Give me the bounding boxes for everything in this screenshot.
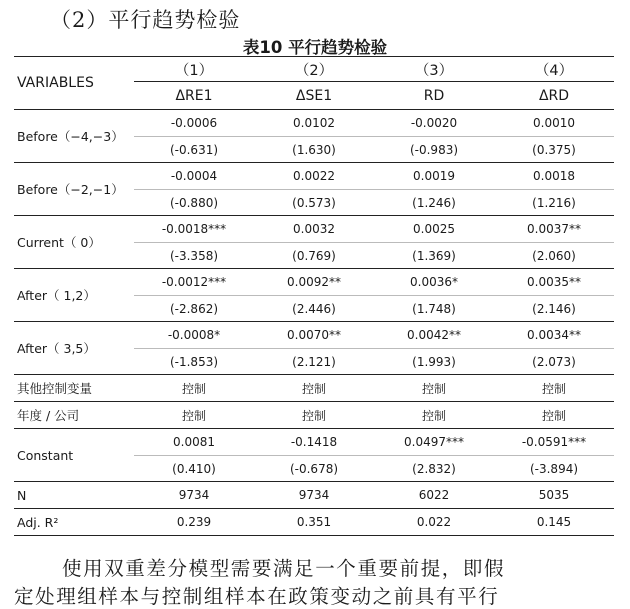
t-stat-cell: (-0.880) <box>134 190 254 216</box>
coef-cell: -0.0006 <box>134 110 254 137</box>
coef-cell: 0.0092** <box>254 269 374 296</box>
control-cell: 控制 <box>494 375 614 402</box>
paragraph-line-2: 定处理组样本与控制组样本在政策变动之前具有平行 <box>14 585 500 608</box>
r2-cell: 0.351 <box>254 509 374 536</box>
t-stat-cell: (2.073) <box>494 349 614 375</box>
row-label-before-2-1: Before（−2,−1） <box>14 163 134 216</box>
row-label-n: N <box>14 482 134 509</box>
t-stat-cell: (-3.358) <box>134 243 254 269</box>
r2-cell: 0.145 <box>494 509 614 536</box>
coef-cell: 0.0037** <box>494 216 614 243</box>
t-stat-cell: (1.216) <box>494 190 614 216</box>
coef-cell: 0.0019 <box>374 163 494 190</box>
t-stat-cell: (-3.894) <box>494 456 614 482</box>
t-stat-cell: (1.748) <box>374 296 494 322</box>
control-cell: 控制 <box>254 375 374 402</box>
table-title: 表10 平行趋势检验 <box>242 38 388 57</box>
t-stat-cell: (-1.853) <box>134 349 254 375</box>
coef-cell: 0.0102 <box>254 110 374 137</box>
coef-cell: 0.0070** <box>254 322 374 349</box>
t-stat-cell: (2.146) <box>494 296 614 322</box>
t-stat-cell: (2.060) <box>494 243 614 269</box>
coef-cell: 0.0022 <box>254 163 374 190</box>
dep-var-3: RD <box>374 82 494 110</box>
section-heading: （2）平行趋势检验 <box>50 8 241 32</box>
col-number-3: （3） <box>374 57 494 82</box>
fe-cell: 控制 <box>134 402 254 429</box>
coef-cell: -0.0018*** <box>134 216 254 243</box>
row-label-constant: Constant <box>14 429 134 482</box>
row-label-fixed-effects: 年度 / 公司 <box>14 402 134 429</box>
t-stat-cell: (1.993) <box>374 349 494 375</box>
n-cell: 9734 <box>134 482 254 509</box>
row-label-before-4-3: Before（−4,−3） <box>14 110 134 163</box>
t-stat-cell: (0.573) <box>254 190 374 216</box>
paragraph-line-1: 使用双重差分模型需要满足一个重要前提，即假 <box>62 557 506 580</box>
coef-cell: 0.0497*** <box>374 429 494 456</box>
t-stat-cell: (-0.678) <box>254 456 374 482</box>
t-stat-cell: (-0.983) <box>374 137 494 163</box>
control-cell: 控制 <box>374 375 494 402</box>
coef-cell: -0.0008* <box>134 322 254 349</box>
coef-cell: -0.0012*** <box>134 269 254 296</box>
t-stat-cell: (0.769) <box>254 243 374 269</box>
row-label-controls: 其他控制变量 <box>14 375 134 402</box>
row-label-current-0: Current（ 0） <box>14 216 134 269</box>
control-cell: 控制 <box>134 375 254 402</box>
t-stat-cell: (0.375) <box>494 137 614 163</box>
coef-cell: 0.0010 <box>494 110 614 137</box>
coef-cell: 0.0081 <box>134 429 254 456</box>
col-number-2: （2） <box>254 57 374 82</box>
row-label-after-3-5: After（ 3,5） <box>14 322 134 375</box>
coef-cell: 0.0036* <box>374 269 494 296</box>
coef-cell: 0.0035** <box>494 269 614 296</box>
row-label-adj-r2: Adj. R² <box>14 509 134 536</box>
n-cell: 5035 <box>494 482 614 509</box>
coef-cell: 0.0042** <box>374 322 494 349</box>
variables-header: VARIABLES <box>14 57 134 110</box>
t-stat-cell: (1.630) <box>254 137 374 163</box>
r2-cell: 0.239 <box>134 509 254 536</box>
dep-var-2: ΔSE1 <box>254 82 374 110</box>
coef-cell: -0.0020 <box>374 110 494 137</box>
coef-cell: 0.0025 <box>374 216 494 243</box>
n-cell: 6022 <box>374 482 494 509</box>
n-cell: 9734 <box>254 482 374 509</box>
r2-cell: 0.022 <box>374 509 494 536</box>
row-label-after-1-2: After（ 1,2） <box>14 269 134 322</box>
regression-table <box>14 56 614 536</box>
t-stat-cell: (2.121) <box>254 349 374 375</box>
t-stat-cell: (-2.862) <box>134 296 254 322</box>
col-number-4: （4） <box>494 57 614 82</box>
coef-cell: -0.0591*** <box>494 429 614 456</box>
t-stat-cell: (0.410) <box>134 456 254 482</box>
fe-cell: 控制 <box>494 402 614 429</box>
fe-cell: 控制 <box>254 402 374 429</box>
col-number-1: （1） <box>134 57 254 82</box>
coef-cell: 0.0018 <box>494 163 614 190</box>
t-stat-cell: (1.369) <box>374 243 494 269</box>
coef-cell: 0.0032 <box>254 216 374 243</box>
coef-cell: -0.1418 <box>254 429 374 456</box>
fe-cell: 控制 <box>374 402 494 429</box>
dep-var-4: ΔRD <box>494 82 614 110</box>
coef-cell: -0.0004 <box>134 163 254 190</box>
dep-var-1: ΔRE1 <box>134 82 254 110</box>
t-stat-cell: (-0.631) <box>134 137 254 163</box>
t-stat-cell: (2.832) <box>374 456 494 482</box>
t-stat-cell: (2.446) <box>254 296 374 322</box>
coef-cell: 0.0034** <box>494 322 614 349</box>
t-stat-cell: (1.246) <box>374 190 494 216</box>
